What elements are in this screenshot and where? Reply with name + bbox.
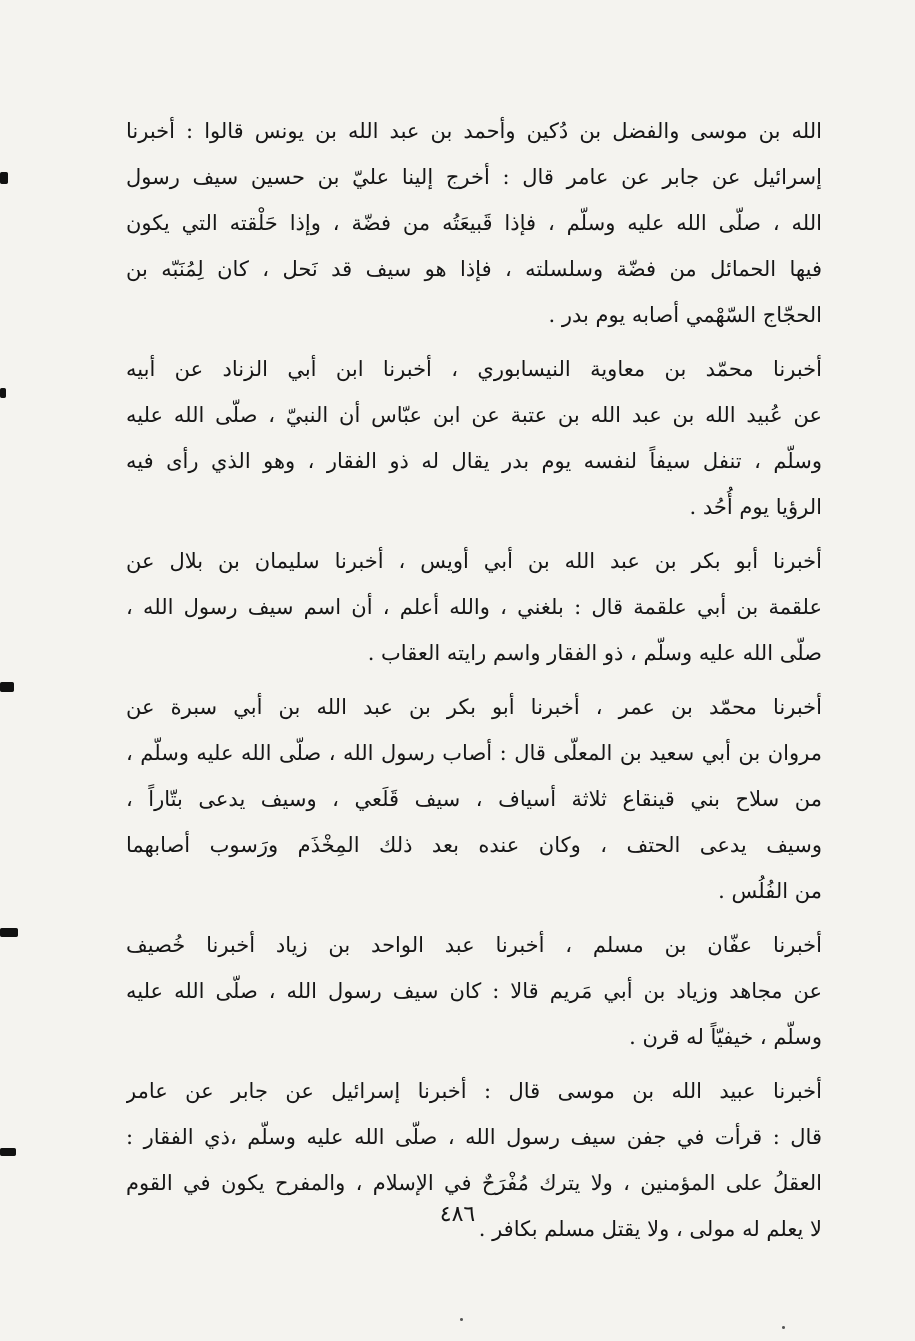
text-line: أخبرنا محمّد بن معاوية النيسابوري ، أخبرنا ابن أبي الزناد عن أبيه	[126, 357, 822, 381]
scan-speck	[460, 1318, 463, 1321]
text-line: أخبرنا عبيد الله بن موسى قال : أخبرنا إسرائيل عن جابر عن عامر	[126, 1079, 822, 1103]
text-line: عن مجاهد وزياد بن أبي مَريم قالا : كان سيف رسول الله ، صلّى الله عليه	[126, 979, 822, 1003]
text-line: العقلُ على المؤمنين ، ولا يترك مُفْرَحٌ في الإسلام ، والمفرح يكون في القوم	[126, 1171, 822, 1195]
paragraph	[126, 684, 822, 914]
text-line: من الفُلُس .	[718, 879, 822, 903]
text-line: من سلاح بني قينقاع ثلاثة أسياف ، سيف قَلَعي ، وسيف يدعى بتّاراً ،	[126, 787, 822, 811]
text-line: أخبرنا محمّد بن عمر ، أخبرنا أبو بكر بن عبد الله بن أبي سبرة عن	[126, 695, 822, 719]
text-line: الحجّاج السّهْمي أصابه يوم بدر .	[548, 303, 822, 327]
scan-edge-mark	[0, 388, 6, 398]
scan-edge-mark	[0, 172, 8, 184]
text-line: إسرائيل عن جابر عن عامر قال : أخرج إلينا عليّ بن حسين سيف رسول	[126, 165, 822, 189]
scan-edge-mark	[0, 928, 18, 937]
text-line: الرؤيا يوم أُحُد .	[689, 495, 822, 519]
text-line: الله ، صلّى الله عليه وسلّم ، فإذا قَبيعَتُه من فضّة ، وإذا حَلْقته التي يكون	[126, 211, 822, 235]
paragraph	[126, 346, 822, 530]
text-line: أخبرنا أبو بكر بن عبد الله بن أبي أويس ، أخبرنا سليمان بن بلال عن	[126, 549, 822, 573]
paragraph	[126, 108, 822, 338]
paragraph	[126, 922, 822, 1060]
text-line: قال : قرأت في جفن سيف رسول الله ، صلّى الله عليه وسلّم ،ذي الفقار :	[126, 1125, 822, 1149]
scan-speck	[782, 1326, 785, 1329]
paragraph	[126, 538, 822, 676]
text-line: عن عُبيد الله بن عبد الله بن عتبة عن ابن عبّاس أن النبيّ ، صلّى الله عليه	[126, 403, 822, 427]
text-line: وسيف يدعى الحتف ، وكان عنده بعد ذلك المِخْذَم ورَسوب أصابهما	[126, 833, 822, 857]
text-line: أخبرنا عفّان بن مسلم ، أخبرنا عبد الواحد بن زياد أخبرنا خُصيف	[126, 933, 822, 957]
page-number: ٤٨٦	[439, 1202, 476, 1227]
text-line: مروان بن أبي سعيد بن المعلّى قال : أصاب رسول الله ، صلّى الله عليه وسلّم ،	[126, 741, 822, 765]
text-line: علقمة بن أبي علقمة قال : بلغني ، والله أعلم ، أن اسم سيف رسول الله ،	[126, 595, 822, 619]
text-line: الله بن موسى والفضل بن دُكين وأحمد بن عبد الله بن يونس قالوا : أخبرنا	[126, 119, 822, 143]
text-line: فيها الحمائل من فضّة وسلسلته ، فإذا هو سيف قد نَحل ، كان لِمُنَبّه بن	[126, 257, 822, 281]
body-text	[126, 108, 822, 1252]
text-line: وسلّم ، تنفل سيفاً لنفسه يوم بدر يقال له ذو الفقار ، وهو الذي رأى فيه	[126, 449, 822, 473]
text-line: صلّى الله عليه وسلّم ، ذو الفقار واسم رايته العقاب .	[367, 641, 822, 665]
scan-edge-mark	[0, 1148, 16, 1156]
text-line: لا يعلم له مولى ، ولا يقتل مسلم بكافر .	[478, 1217, 822, 1241]
scan-edge-mark	[0, 682, 14, 692]
text-line: وسلّم ، خيفيّاً له قرن .	[629, 1025, 822, 1049]
